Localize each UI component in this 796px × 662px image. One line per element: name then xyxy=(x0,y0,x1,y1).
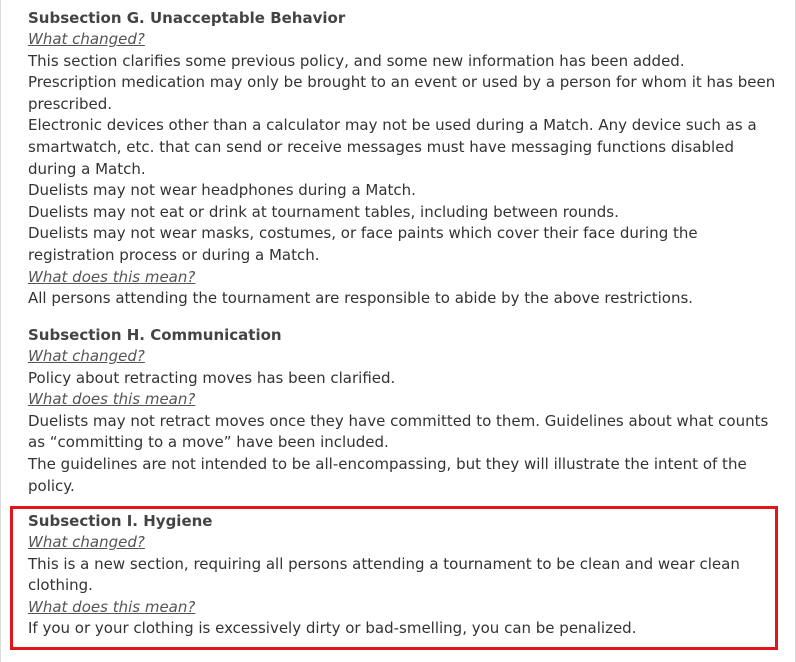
subsection-h-meaning-paragraph: The guidelines are not intended to be all-encompassing, but they will illustrate the intent of the policy. xyxy=(28,454,747,495)
subsection-g xyxy=(28,7,778,310)
subsection-h-title: Subsection H. Communication xyxy=(28,326,282,344)
subsection-g-changed-paragraph: Duelists may not eat or drink at tournament tables, including between rounds. xyxy=(28,202,619,221)
subsection-g-what-changed-label: What changed? xyxy=(28,30,145,48)
subsection-g-changed-paragraph: This section clarifies some previous policy, and some new information has been added. xyxy=(28,51,685,70)
subsection-h-changed-paragraph: Policy about retracting moves has been clarified. xyxy=(28,368,396,387)
subsection-g-meaning-paragraph: All persons attending the tournament are responsible to abide by the above restrictions. xyxy=(28,289,694,308)
subsection-h-meaning-paragraph: Duelists may not retract moves once they have committed to them. Guidelines about what counts as “committing to a move” have been included. xyxy=(28,411,769,452)
subsection-g-meaning-label: What does this mean? xyxy=(28,267,196,286)
subsection-g-changed-paragraph: Prescription medication may only be brought to an event or used by a person for whom it has been prescribed. xyxy=(28,73,776,113)
subsection-g-changed-paragraph: Electronic devices other than a calculator may not be used during a Match. Any device such as a smartwatch, etc. that can send or receive messages must have messaging functions disabled during a Match. xyxy=(28,116,757,178)
subsection-g-changed-paragraph: Duelists may not wear headphones during a Match. xyxy=(28,181,416,200)
subsection-i-what-changed-label: What changed? xyxy=(28,533,145,551)
subsection-h xyxy=(28,324,778,497)
subsection-h-what-changed-label: What changed? xyxy=(28,347,145,365)
subsection-i xyxy=(28,510,778,640)
subsection-h-meaning-label: What does this mean? xyxy=(28,390,196,409)
subsection-g-title: Subsection G. Unacceptable Behavior xyxy=(28,9,346,27)
subsection-g-changed-paragraph: Duelists may not wear masks, costumes, or face paints which cover their face during the registration process or during a Match. xyxy=(28,224,698,264)
subsection-i-title: Subsection I. Hygiene xyxy=(28,512,213,530)
subsection-i-meaning-label: What does this mean? xyxy=(28,597,196,616)
subsection-i-meaning-paragraph: If you or your clothing is excessively dirty or bad-smelling, you can be penalized. xyxy=(28,619,637,638)
subsection-i-changed-paragraph: This is a new section, requiring all persons attending a tournament to be clean and wear clean clothing. xyxy=(28,554,740,595)
